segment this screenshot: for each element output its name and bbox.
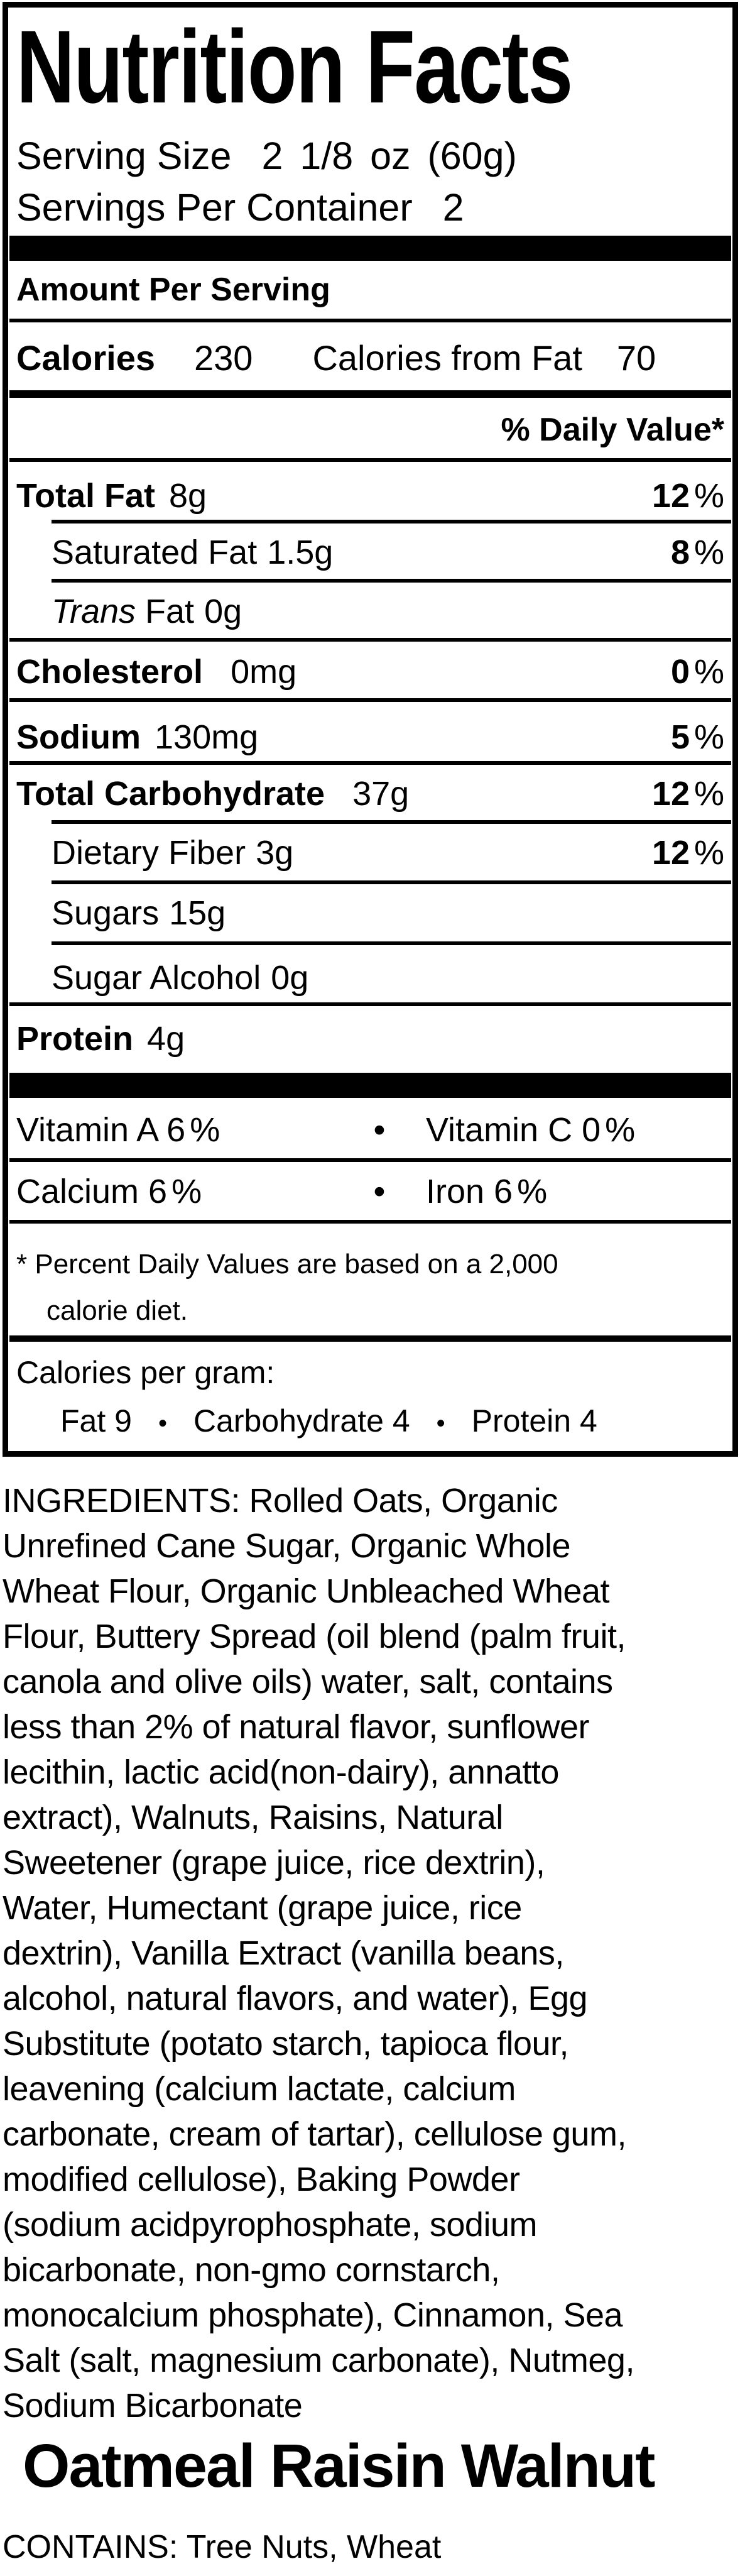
vitamin-row-1 (16, 1113, 724, 1147)
separator-line-indented (52, 880, 731, 884)
ingredients-line: (sodium acidpyrophosphate, sodium (3, 2206, 537, 2244)
ingredients-line: less than 2% of natural flavor, sunflower (3, 1708, 590, 1746)
ingredients-line: INGREDIENTS: Rolled Oats, Organic (3, 1482, 558, 1520)
bullet-icon: • (373, 1111, 386, 1149)
serving-size-label: Serving Size (16, 134, 232, 177)
nutrient-row-sodium (16, 720, 724, 755)
product-name: Oatmeal Raisin Walnut (23, 2431, 655, 2500)
daily-value-cell (720, 594, 724, 629)
daily-value-cell (720, 960, 724, 995)
ingredients-line: Substitute (potato starch, tapioca flour, (3, 2025, 569, 2063)
divider-bar-bottom (9, 1073, 731, 1098)
nutrient-name: Total Fat (16, 477, 155, 515)
servings-per-container-value: 2 (442, 186, 464, 229)
nutrient-row-trans-fat (16, 594, 724, 629)
nutrient-name: Protein (16, 1020, 134, 1058)
serving-size-value: 2 1/8 oz (60g) (261, 134, 517, 177)
ingredients-line: leavening (calcium lactate, calcium (3, 2070, 516, 2108)
nutrient-row-cholesterol (16, 654, 724, 689)
cpg-protein: Protein 4 (471, 1403, 597, 1439)
daily-value-cell: 12 % (651, 477, 724, 515)
calories-per-gram-heading: Calories per gram: (16, 1355, 275, 1390)
calcium-text: Calcium 6 (16, 1173, 168, 1210)
daily-value-cell: 8 % (670, 534, 724, 571)
ingredients-line: lecithin, lactic acid(non-dairy), annatto (3, 1753, 559, 1791)
separator-line (9, 638, 731, 642)
footnote-line-1: * Percent Daily Values are based on a 2,000 (16, 1249, 558, 1280)
percent-sign: % (171, 1173, 202, 1210)
percent-sign: % (693, 653, 724, 691)
nutrition-facts-panel (3, 2, 738, 1457)
ingredients-line: dextrin), Vanilla Extract (vanilla beans, (3, 1934, 564, 1972)
ingredients-line: Wheat Flour, Organic Unbleached Wheat (3, 1572, 609, 1610)
percent-sign: % (693, 718, 724, 756)
percent-sign: % (517, 1173, 548, 1210)
daily-value-header: % Daily Value* (501, 412, 724, 448)
bullet-icon: • (436, 1410, 445, 1437)
calories-from-fat-value: 70 (616, 338, 656, 378)
nutrient-amount: 4g (147, 1020, 185, 1058)
servings-per-container-label: Servings Per Container (16, 186, 413, 229)
nutrient-name: Fat (136, 593, 195, 630)
calories-from-fat-label: Calories from Fat (312, 338, 582, 378)
ingredients-line: Water, Humectant (grape juice, rice (3, 1889, 522, 1927)
nutrient-row-sugar-alcohol (16, 960, 724, 995)
ingredients-line: extract), Walnuts, Raisins, Natural (3, 1799, 503, 1836)
cpg-fat: Fat 9 (60, 1403, 132, 1439)
percent-sign: % (693, 834, 724, 872)
contains-statement: CONTAINS: Tree Nuts, Wheat (3, 2529, 442, 2565)
cpg-carbohydrate: Carbohydrate 4 (193, 1403, 410, 1439)
ingredients-line: alcohol, natural flavors, and water), Egg (3, 1980, 588, 2017)
nutrient-row-saturated-fat (16, 535, 724, 570)
separator-line-thick (9, 390, 731, 398)
nutrient-name-italic: Trans (52, 593, 136, 630)
ingredients-line: canola and olive oils) water, salt, contains (3, 1663, 613, 1701)
percent-sign: % (693, 477, 724, 515)
separator-line (9, 458, 731, 462)
ingredients-line: modified cellulose), Baking Powder (3, 2161, 520, 2198)
vitamin-a-text: Vitamin A 6 (16, 1111, 186, 1149)
nutrient-name: Sodium (16, 718, 141, 756)
separator-line-indented (52, 820, 731, 824)
nutrient-amount: 3g (256, 834, 294, 872)
nutrient-name: Cholesterol (16, 653, 204, 691)
ingredients-line: Unrefined Cane Sugar, Organic Whole (3, 1527, 571, 1565)
separator-line (9, 1158, 731, 1162)
divider-bar-top (9, 236, 731, 261)
nutrient-amount: 0g (204, 593, 242, 630)
percent-sign: % (693, 775, 724, 813)
ingredients-section (3, 1478, 745, 2428)
nutrient-amount: 0g (271, 959, 309, 997)
ingredients-line: bicarbonate, non-gmo cornstarch, (3, 2251, 500, 2289)
nutrient-amount: 37g (352, 775, 410, 813)
bullet-icon: • (158, 1410, 167, 1437)
nutrient-row-total-carbohydrate (16, 776, 724, 811)
ingredients-line: Salt (salt, magnesium carbonate), Nutmeg, (3, 2342, 634, 2379)
nutrient-amount: 0mg (231, 653, 297, 691)
nutrient-name: Sugar Alcohol (52, 959, 261, 997)
ingredients-line: Sweetener (grape juice, rice dextrin), (3, 1844, 545, 1882)
bullet-icon: • (373, 1173, 386, 1210)
calories-per-gram-values (16, 1405, 724, 1440)
separator-line (9, 319, 731, 322)
daily-value-cell (720, 1021, 724, 1056)
separator-line-indented (52, 941, 731, 945)
nutrient-amount: 1.5g (267, 534, 334, 571)
percent-sign: % (693, 534, 724, 571)
nutrient-row-sugars (16, 896, 724, 931)
amount-per-serving-heading: Amount Per Serving (16, 271, 330, 308)
nutrient-amount: 15g (169, 894, 226, 932)
ingredients-line: Sodium Bicarbonate (3, 2387, 303, 2425)
serving-size-row (16, 135, 724, 177)
percent-sign: % (190, 1111, 220, 1149)
footnote-line-2: calorie diet. (46, 1295, 188, 1326)
separator-line (9, 698, 731, 702)
separator-line-indented (52, 579, 731, 583)
nutrient-amount: 130mg (155, 718, 259, 756)
separator-line (9, 761, 731, 765)
ingredients-line: monocalcium phosphate), Cinnamon, Sea (3, 2296, 623, 2334)
panel-title: Nutrition Facts (16, 9, 572, 124)
daily-value-footnote (16, 1241, 724, 1334)
daily-value-cell: 0 % (670, 653, 724, 691)
nutrient-row-total-fat (16, 478, 724, 513)
nutrient-row-dietary-fiber (16, 835, 724, 870)
daily-value-cell: 5 % (670, 718, 724, 756)
calories-label: Calories (16, 338, 155, 378)
nutrient-name: Total Carbohydrate (16, 775, 325, 813)
calories-row (16, 340, 724, 376)
ingredients-line: Flour, Buttery Spread (oil blend (palm fruit, (3, 1618, 626, 1655)
iron-text: Iron 6 (426, 1173, 513, 1210)
nutrient-row-protein (16, 1021, 724, 1056)
page (0, 2, 745, 2567)
ingredients-line: carbonate, cream of tartar), cellulose gum, (3, 2115, 626, 2153)
separator-line (9, 1220, 731, 1224)
percent-sign: % (605, 1111, 636, 1149)
nutrient-name: Saturated Fat (52, 534, 258, 571)
nutrient-name: Dietary Fiber (52, 834, 246, 872)
servings-per-container-row (16, 187, 724, 228)
separator-line (9, 1002, 731, 1006)
vitamin-c-text: Vitamin C 0 (426, 1111, 601, 1149)
calories-value: 230 (194, 338, 253, 378)
separator-line-indented (52, 520, 731, 523)
daily-value-cell (720, 896, 724, 931)
nutrient-amount: 8g (168, 477, 207, 515)
vitamin-row-2 (16, 1175, 724, 1209)
separator-line-thick (9, 1335, 731, 1342)
daily-value-cell: 12 % (651, 834, 724, 872)
daily-value-cell: 12 % (651, 775, 724, 813)
nutrient-name: Sugars (52, 894, 160, 932)
